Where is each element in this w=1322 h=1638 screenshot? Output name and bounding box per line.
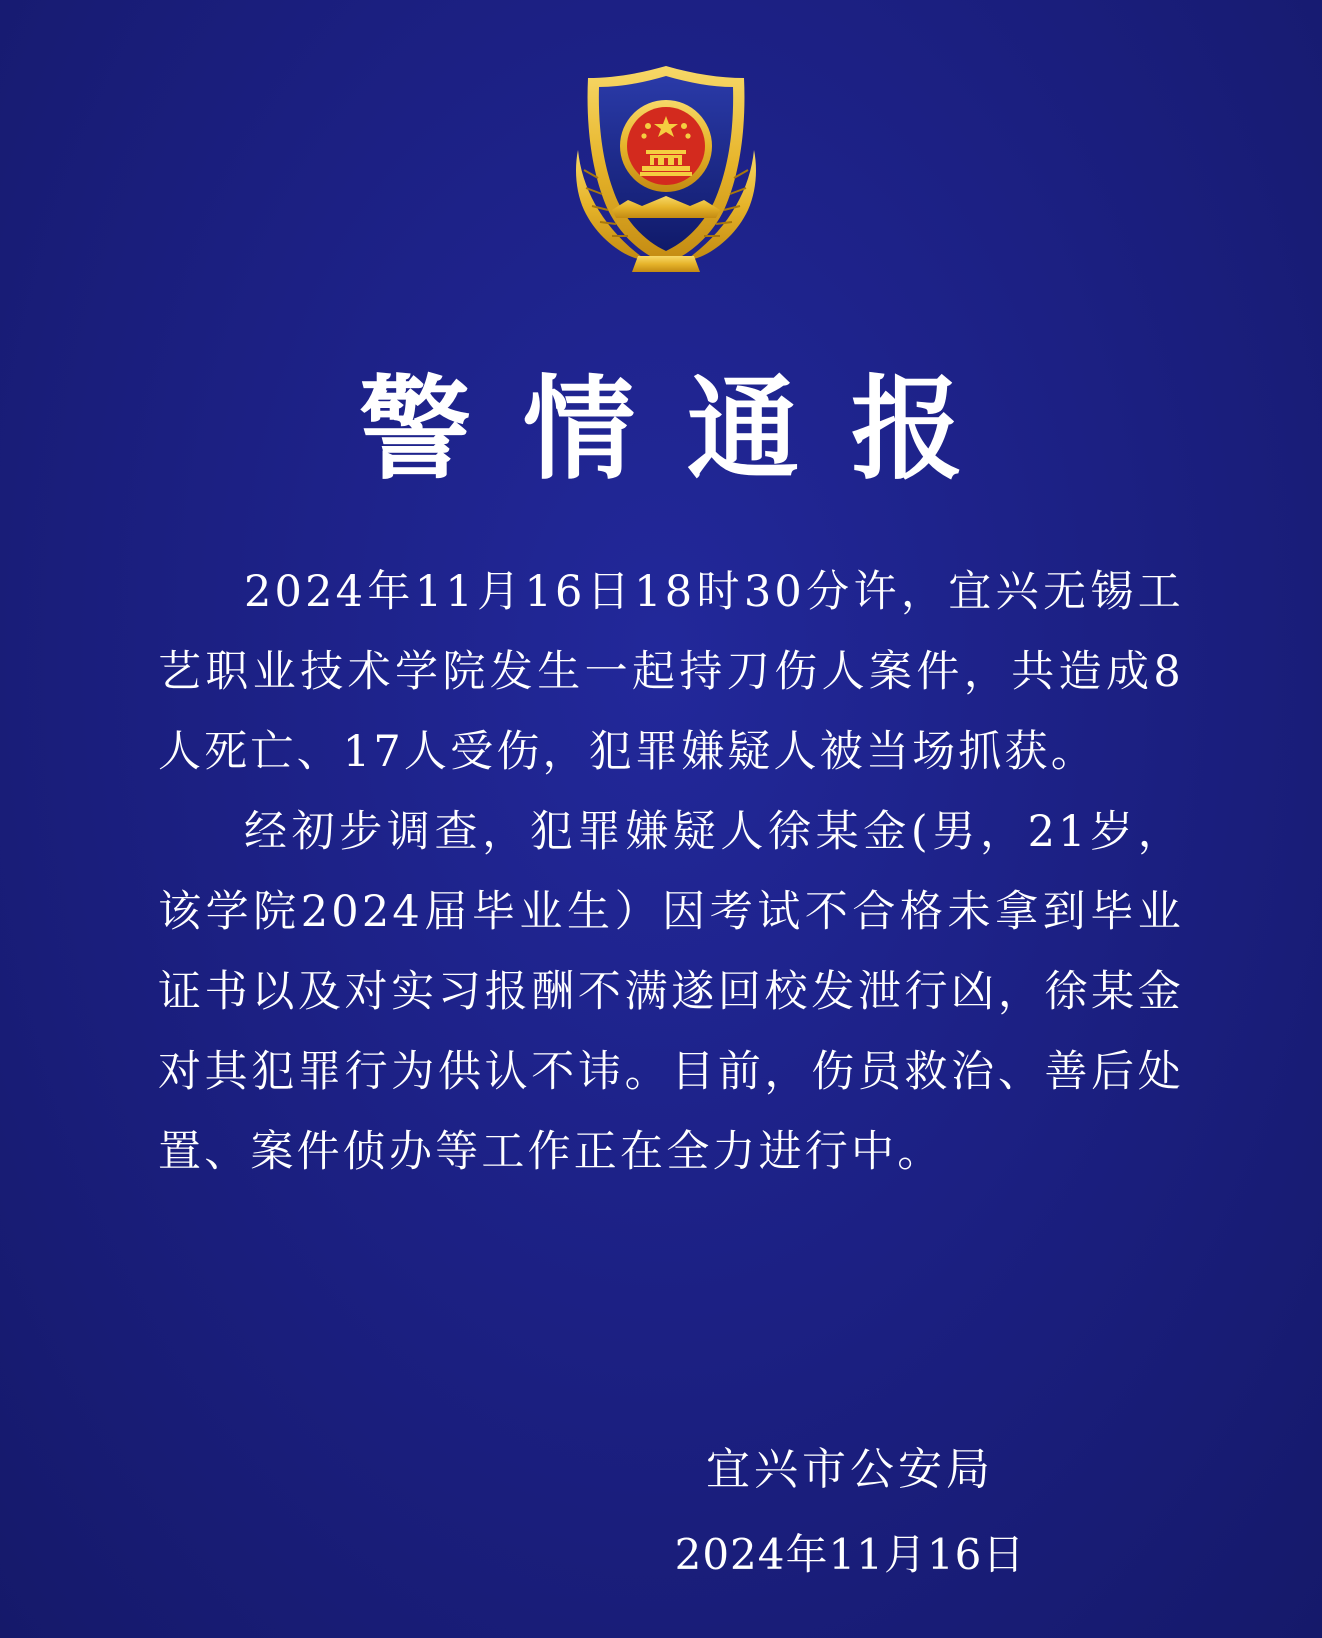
body-paragraph-1: 2024年11月16日18时30分许，宜兴无锡工艺职业技术学院发生一起持刀伤人案件，共造成8人死亡、17人受伤，犯罪嫌疑人被当场抓获。 [158,567,1184,777]
signature-date: 2024年11月16日 [674,1530,1026,1579]
police-emblem-icon [568,60,764,274]
body-paragraph-2: 经初步调查，犯罪嫌疑人徐某金(男，21岁，该学院2024届毕业生）因考试不合格未拿到毕业证书以及对实习报酬不满遂回校发泄行凶，徐某金对其犯罪行为供认不讳。目前，伤员救治、善后处置、案件侦办等工作正在全力进行中。 [158,807,1184,1177]
notice-body [158,552,1184,1192]
signature-org: 宜兴市公安局 [706,1444,994,1495]
notice-title: 警情通报 [359,364,1015,495]
